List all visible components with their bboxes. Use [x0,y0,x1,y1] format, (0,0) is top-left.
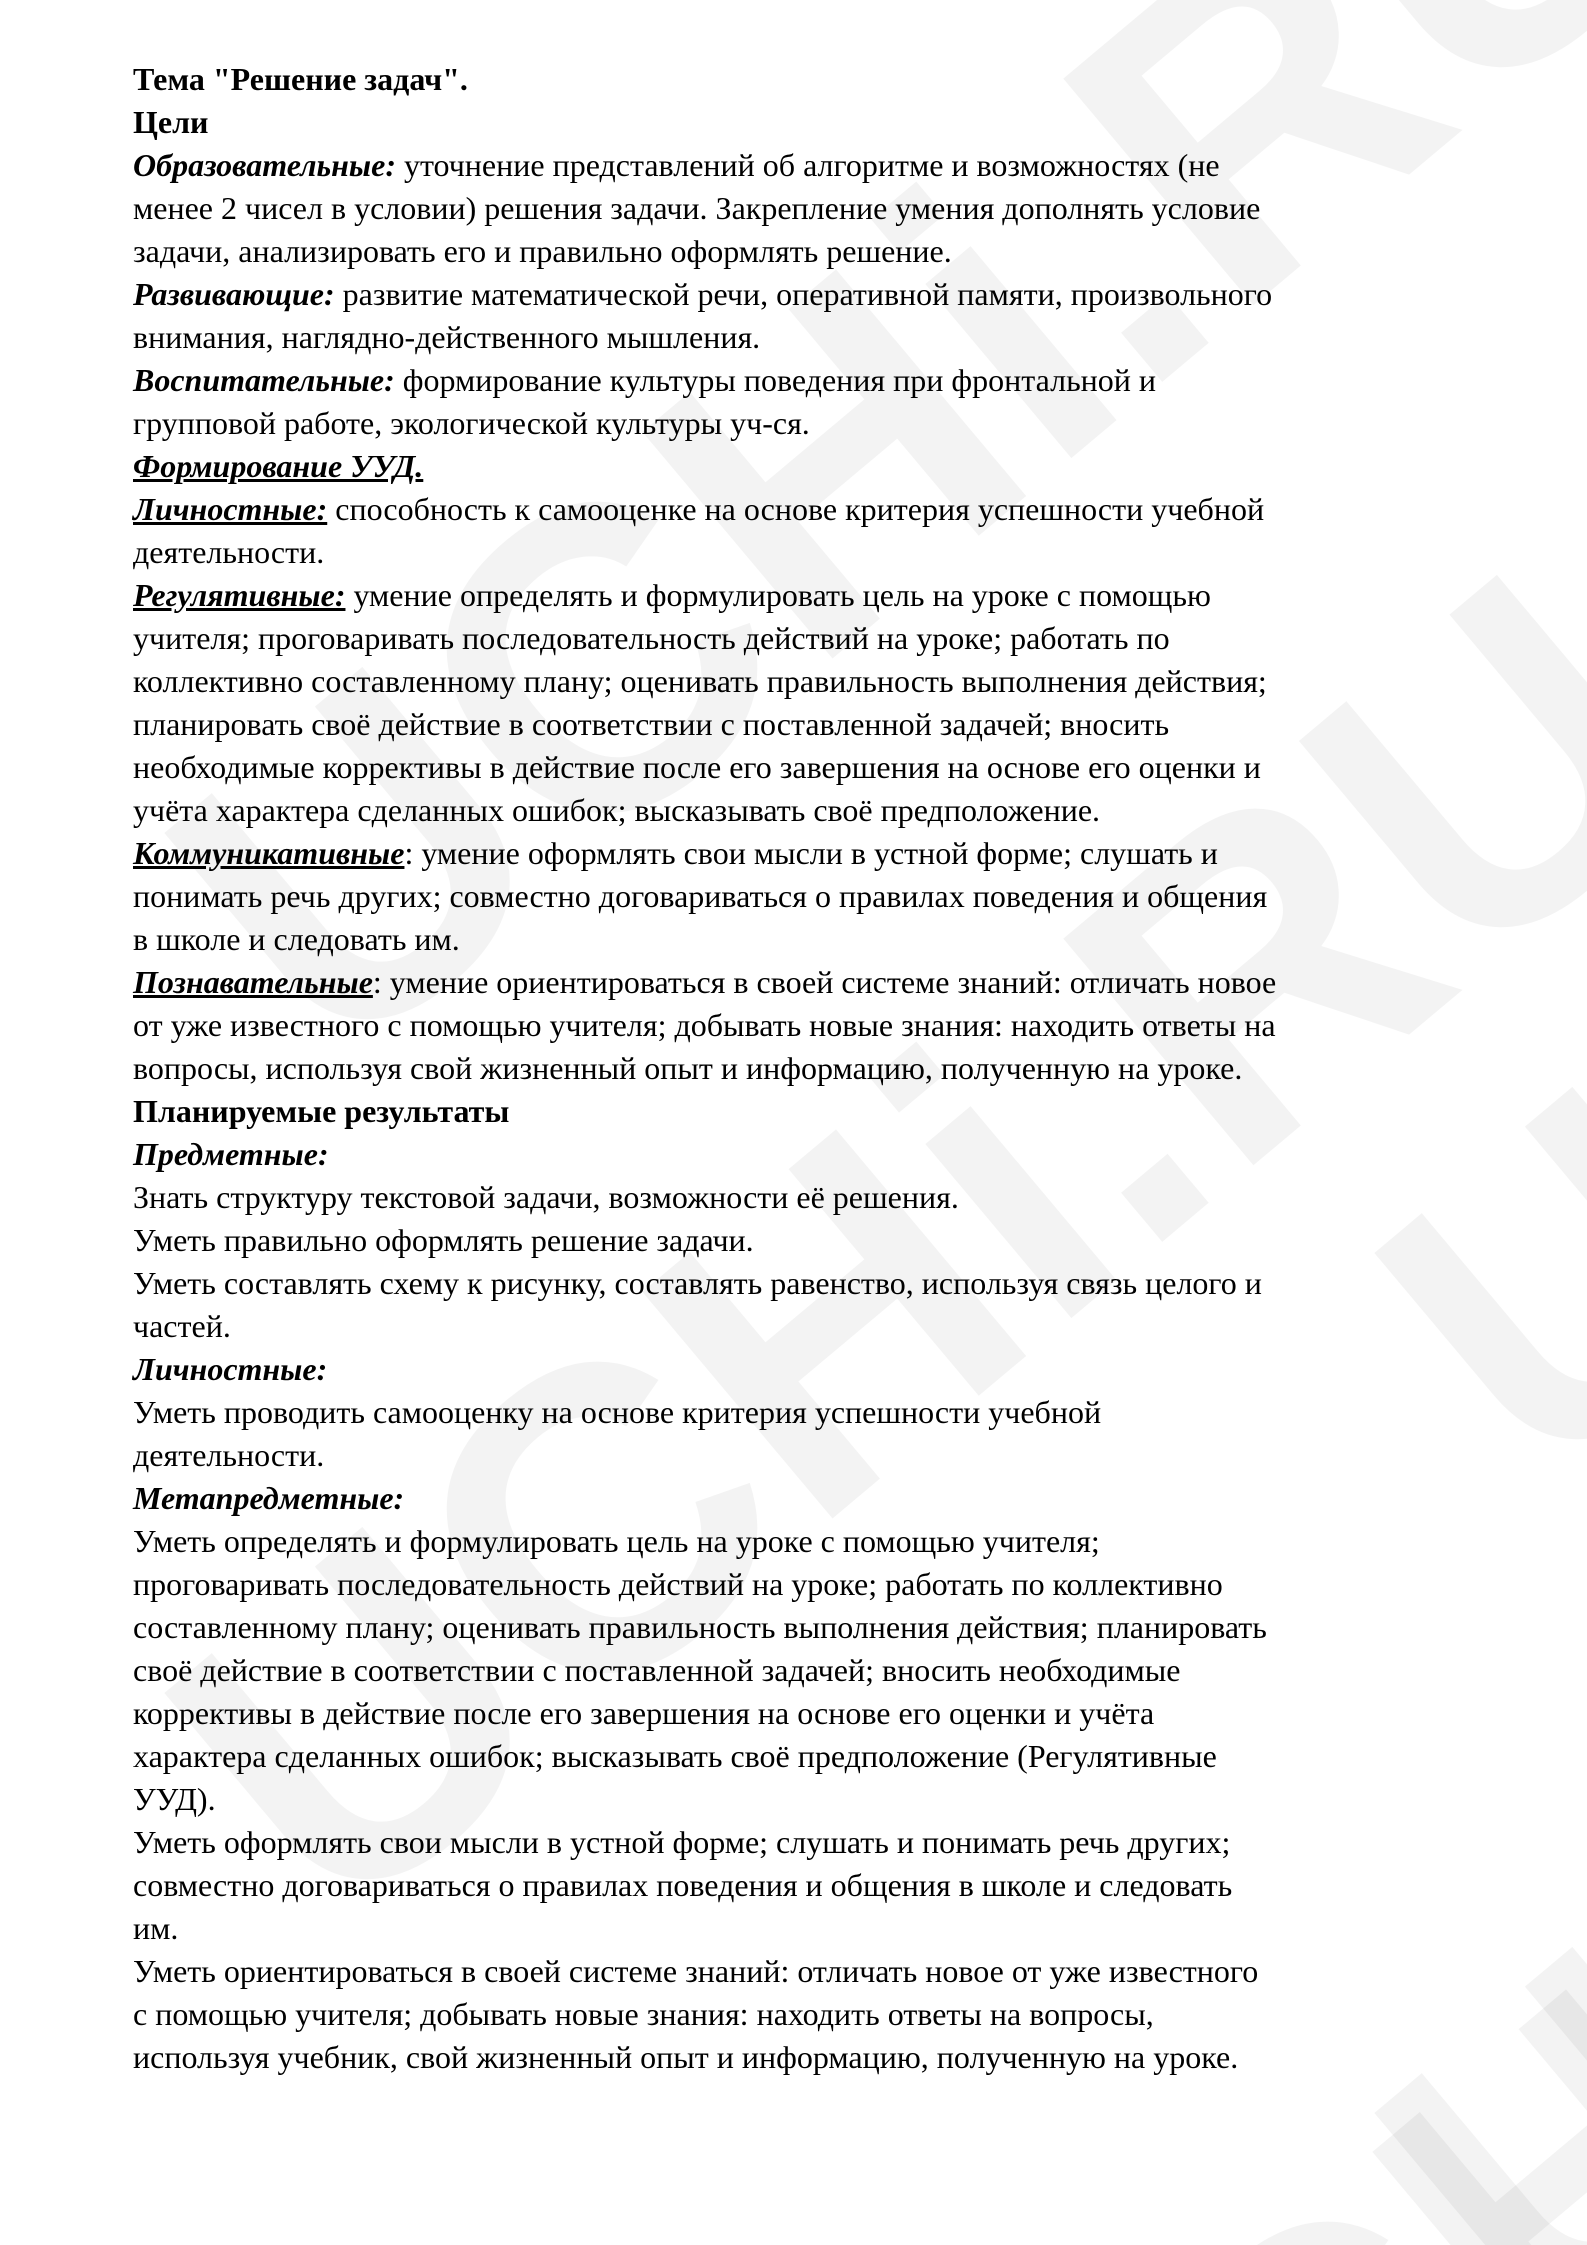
uud-regulative [133,574,1483,617]
developing-text: развитие математической речи, оперативной памяти, произвольного [334,276,1273,312]
upbringing-text: групповой работе, экологической культуры уч-ся. [133,405,810,441]
results-meta-text: с помощью учителя; добывать новые знания: находить ответы на вопросы, [133,1996,1154,2032]
uud-personal-text: способность к самооценке на основе критерия успешности учебной [327,491,1265,527]
uud-regulative-text: учёта характера сделанных ошибок; высказывать своё предположение. [133,792,1101,828]
results-heading: Планируемые результаты [133,1093,510,1129]
results-subject-text: частей. [133,1308,231,1344]
uud-personal [133,488,1483,531]
results-meta-text: УУД). [133,1781,216,1817]
results-meta-text: используя учебник, свой жизненный опыт и информацию, полученную на уроке. [133,2039,1239,2075]
uud-cognitive [133,961,1483,1004]
results-personal-text: деятельности. [133,1437,325,1473]
upbringing-text: формирование культуры поведения при фронтальной и [394,362,1157,398]
uud-regulative-text: планировать своё действие в соответствии с поставленной задачей; вносить [133,706,1170,742]
results-subject-text: Уметь составлять схему к рисунку, составлять равенство, используя связь целого и [133,1265,1262,1301]
results-meta-text: им. [133,1910,179,1946]
results-meta-text: Уметь ориентироваться в своей системе знаний: отличать новое от уже известного [133,1953,1259,1989]
results-personal-text: Уметь проводить самооценку на основе критерия успешности учебной [133,1394,1102,1430]
uud-regulative-text: необходимые коррективы в действие после его завершения на основе его оценки и [133,749,1261,785]
results-meta-text: Уметь определять и формулировать цель на уроке с помощью учителя; [133,1523,1100,1559]
results-meta-text: характера сделанных ошибок; высказывать своё предположение (Регулятивные [133,1738,1217,1774]
educational-goal [133,144,1483,187]
developing-text: внимания, наглядно-действенного мышления. [133,319,761,355]
results-meta-text: проговаривать последовательность действий на уроке; работать по коллективно [133,1566,1223,1602]
uud-regulative-text: умение определять и формулировать цель на уроке с помощью [345,577,1211,613]
uud-personal-text: деятельности. [133,534,325,570]
uud-cognitive-text: : умение ориентироваться в своей системе знаний: отличать новое [372,964,1277,1000]
results-subject-label: Предметные: [133,1136,329,1172]
educational-text: уточнение представлений об алгоритме и возможностях (не [395,147,1220,183]
uud-heading: Формирование УУД. [133,448,424,484]
developing-label: Развивающие: [133,276,335,312]
results-subject-text: Уметь правильно оформлять решение задачи. [133,1222,754,1258]
uud-communicative-label: Коммуникативные [133,835,405,871]
results-meta-text: своё действие в соответствии с поставленной задачей; вносить необходимые [133,1652,1181,1688]
results-meta-label: Метапредметные: [133,1480,405,1516]
educational-text: задачи, анализировать его и правильно оформлять решение. [133,233,952,269]
uud-regulative-text: учителя; проговаривать последовательность действий на уроке; работать по [133,620,1170,656]
results-meta-text: Уметь оформлять свои мысли в устной форме; слушать и понимать речь других; [133,1824,1231,1860]
uud-communicative-text: в школе и следовать им. [133,921,460,957]
developing-goal [133,273,1483,316]
educational-label: Образовательные: [133,147,396,183]
uud-communicative-text: понимать речь других; совместно договариваться о правилах поведения и общения [133,878,1268,914]
uud-cognitive-label: Познавательные [133,964,373,1000]
results-meta-text: составленному плану; оценивать правильность выполнения действия; планировать [133,1609,1267,1645]
uud-personal-label: Личностные: [133,491,328,527]
results-subject-text: Знать структуру текстовой задачи, возможности её решения. [133,1179,959,1215]
educational-text: менее 2 чисел в условии) решения задачи. Закрепление умения дополнять условие [133,190,1261,226]
uud-cognitive-text: вопросы, используя свой жизненный опыт и информацию, полученную на уроке. [133,1050,1243,1086]
results-meta-text: совместно договариваться о правилах поведения и общения в школе и следовать [133,1867,1233,1903]
uud-communicative [133,832,1483,875]
uud-regulative-label: Регулятивные: [133,577,346,613]
upbringing-goal [133,359,1483,402]
uud-communicative-text: : умение оформлять свои мысли в устной форме; слушать и [404,835,1218,871]
goals-heading: Цели [133,104,209,140]
uud-cognitive-text: от уже известного с помощью учителя; добывать новые знания: находить ответы на [133,1007,1276,1043]
uud-regulative-text: коллективно составленному плану; оценивать правильность выполнения действия; [133,663,1267,699]
results-personal-label: Личностные: [133,1351,328,1387]
results-meta-text: коррективы в действие после его завершения на основе его оценки и учёта [133,1695,1155,1731]
document-title: Тема "Решение задач". [133,61,468,97]
document-body [133,58,1483,2079]
upbringing-label: Воспитательные: [133,362,395,398]
